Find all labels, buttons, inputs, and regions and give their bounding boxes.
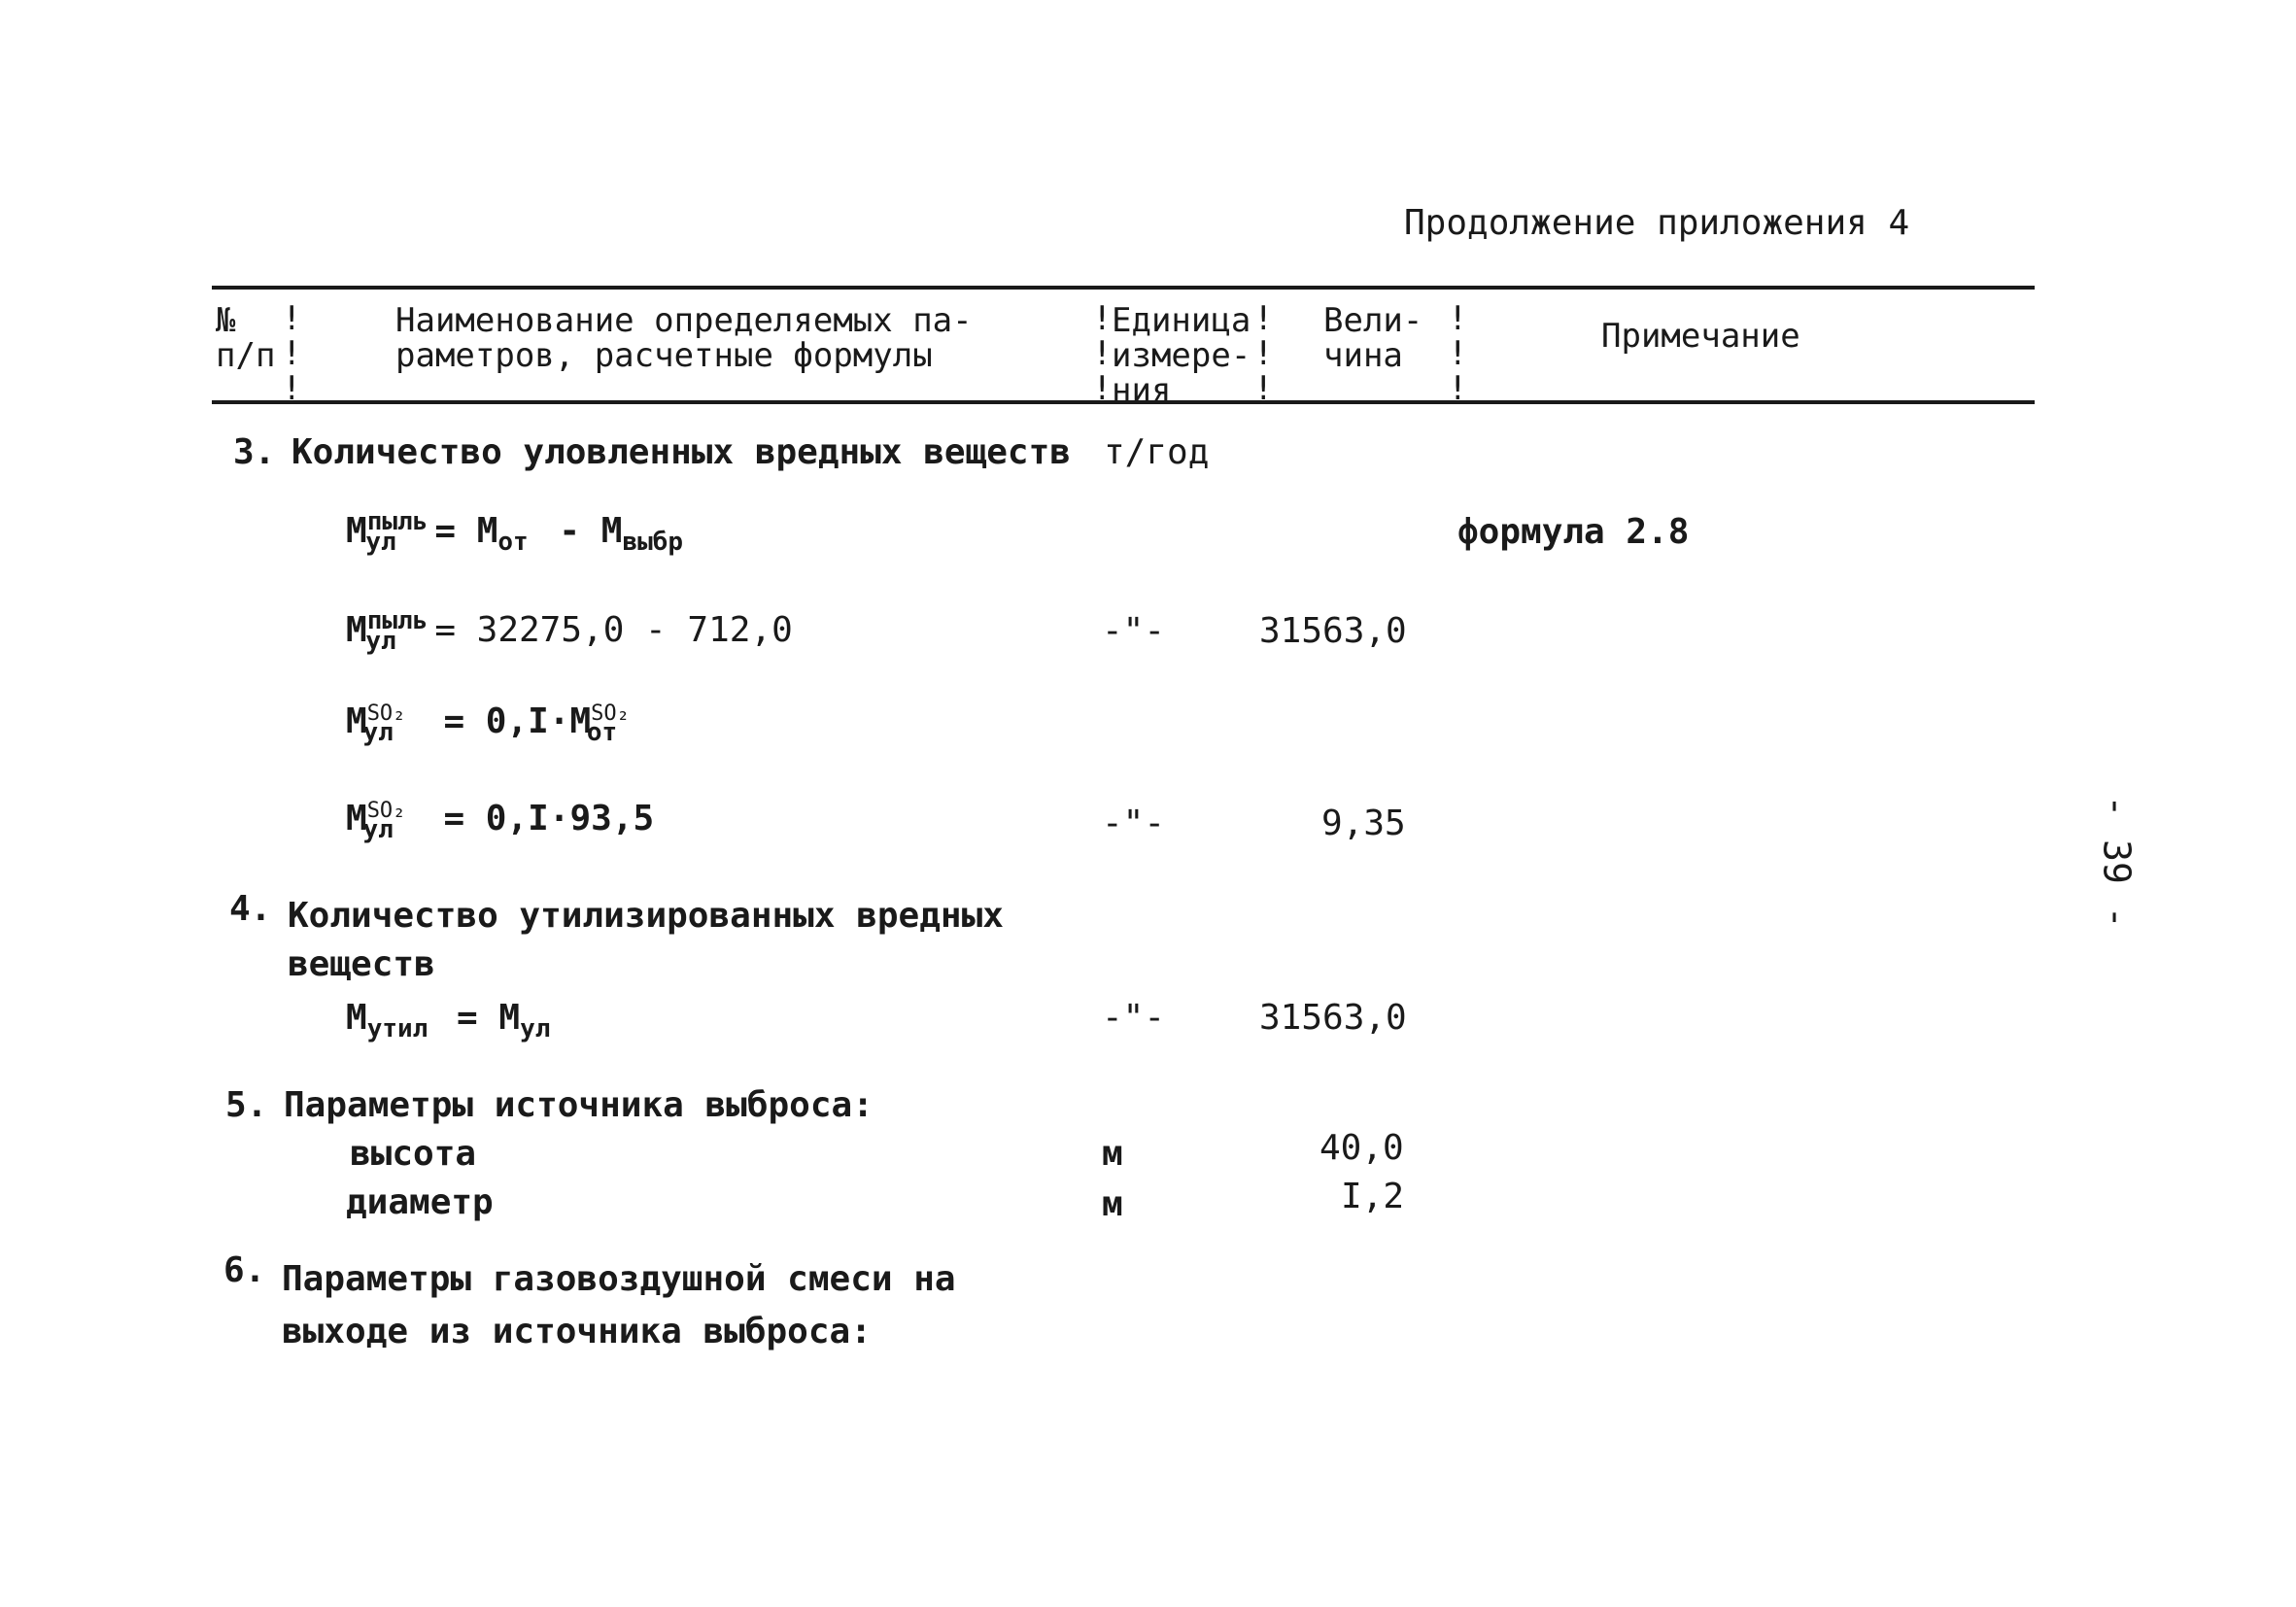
row-4-number: 4. xyxy=(229,889,272,929)
column-separator: ! ! ! xyxy=(1253,299,1274,408)
row-f2-value: 31563,0 xyxy=(1259,611,1407,651)
formula-note: формула 2.8 xyxy=(1457,512,1690,552)
column-separator: ! ! ! xyxy=(282,299,302,408)
header-value-line1: Вели- xyxy=(1323,301,1423,340)
row-5-number: 5. xyxy=(225,1085,268,1125)
column-separator: ! ! ! xyxy=(1448,299,1468,408)
header-num-line2: п/п xyxy=(216,336,276,375)
table-top-rule xyxy=(212,286,2035,290)
row-f2-unit: -"- xyxy=(1102,611,1166,651)
header-name-line1: Наименование определяемых па- xyxy=(395,301,973,340)
formula-dust-captured: $М^{пыль}_{ул} = М_{от} - М_{выбр}$ xyxy=(346,507,684,558)
page-number: - 39 - xyxy=(2095,795,2139,929)
header-name-line2: раметров, расчетные формулы xyxy=(395,336,933,375)
formula-so2-captured: $М^{SO_2}_{ул} = 0,I\cdot М^{SO_2}_{от}$ xyxy=(346,701,630,748)
continuation-heading: Продолжение приложения 4 xyxy=(1404,203,1910,243)
row-3-number: 3. xyxy=(233,432,276,472)
diameter-unit: м xyxy=(1102,1184,1123,1224)
row-6-title: Параметры газовоздушной смеси на выходе из источника выброса: xyxy=(282,1259,956,1351)
formula-utilized: $М_{утил} = М_{ул}$ xyxy=(346,998,551,1044)
header-unit-line3: ния xyxy=(1112,371,1172,410)
height-label: высота xyxy=(350,1134,477,1174)
row-f5-value: 31563,0 xyxy=(1259,998,1407,1038)
height-unit: м xyxy=(1102,1134,1123,1174)
formula-dust-calc: $М^{пыль}_{ул} = 32275,0 - 712,0$ xyxy=(346,606,793,657)
header-value-line2: чина xyxy=(1323,336,1403,375)
row-4-title: Количество утилизированных вредных веществ xyxy=(288,896,1004,984)
formula-so2-calc: $М^{SO_2}_{ул} = 0,I\cdot 93,5$ xyxy=(346,799,655,845)
header-value xyxy=(1323,303,1422,373)
header-name xyxy=(395,303,973,373)
header-unit-line2: измере- xyxy=(1112,336,1251,375)
row-f4-unit: -"- xyxy=(1102,804,1166,843)
row-f4-value: 9,35 xyxy=(1321,804,1406,843)
row-6-number: 6. xyxy=(223,1250,266,1290)
row-f5-unit: -"- xyxy=(1102,998,1166,1038)
diameter-value: I,2 xyxy=(1341,1177,1405,1216)
column-separator: ! ! ! xyxy=(1092,299,1113,408)
header-num xyxy=(216,303,275,373)
header-unit xyxy=(1112,303,1251,408)
row-3-unit: т/год xyxy=(1104,432,1210,472)
diameter-label: диаметр xyxy=(346,1182,494,1222)
header-unit-line1: Единица xyxy=(1112,301,1251,340)
row-3-title: Количество уловленных вредных веществ xyxy=(291,432,1071,472)
height-value: 40,0 xyxy=(1319,1128,1404,1168)
row-5-title: Параметры источника выброса: xyxy=(284,1085,874,1125)
header-note: Примечание xyxy=(1601,317,1800,356)
header-num-line1: № xyxy=(216,301,236,340)
